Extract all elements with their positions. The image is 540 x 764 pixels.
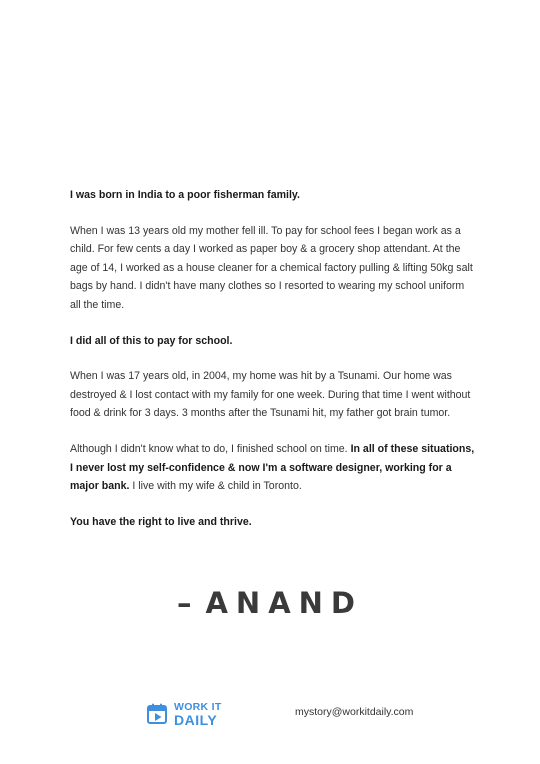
school-statement: I did all of this to pay for school.: [70, 334, 233, 347]
footer: [0, 696, 540, 732]
contact-email[interactable]: mystory@workitdaily.com: [295, 706, 414, 718]
outcome-text-start: Although I didn't know what to do, I finished school on time.: [70, 442, 351, 455]
story-paragraph-intro: [70, 186, 475, 205]
story-paragraph-tsunami: When I was 17 years old, in 2004, my home was hit by a Tsunami. Our home was destroyed & I lost contact with my family for one week. During that time I went without food & drink for 3 days. 3 months after the Tsunami hit, my father got brain tumor.: [70, 370, 471, 420]
logo-line-2: DAILY: [174, 712, 218, 728]
outcome-text-end: I live with my wife & child in Toronto.: [129, 480, 302, 493]
signature-dash: –: [176, 586, 192, 620]
story-body: [70, 186, 475, 548]
logo-line-1: WORK IT: [174, 701, 222, 713]
outcome-text-bold: In all of these situations, I never lost my self-confidence & now I'm a software designer, working for a major bank.: [70, 442, 475, 493]
calendar-play-icon: [146, 702, 170, 726]
signature-name: ANAND: [205, 586, 363, 620]
closing-statement: You have the right to live and thrive.: [70, 515, 252, 528]
logo-wordmark: [174, 701, 222, 727]
signature: [0, 586, 540, 620]
story-paragraph-outcome: [70, 440, 475, 496]
story-paragraph-childhood: When I was 13 years old my mother fell ill. To pay for school fees I began work as a child. For few cents a day I worked as paper boy & a grocery shop attendant. At the age of 14, I worked as a house cleaner for a chemical factory pulling & lifting 50kg salt bags by hand. I didn't have many clothes so I resorted to wearing my school uniform all the time.: [70, 224, 473, 311]
intro-statement: I was born in India to a poor fisherman family.: [70, 189, 300, 201]
story-paragraph-closing: [70, 513, 475, 532]
work-it-daily-logo[interactable]: [146, 699, 226, 729]
story-paragraph-school: [70, 332, 475, 351]
